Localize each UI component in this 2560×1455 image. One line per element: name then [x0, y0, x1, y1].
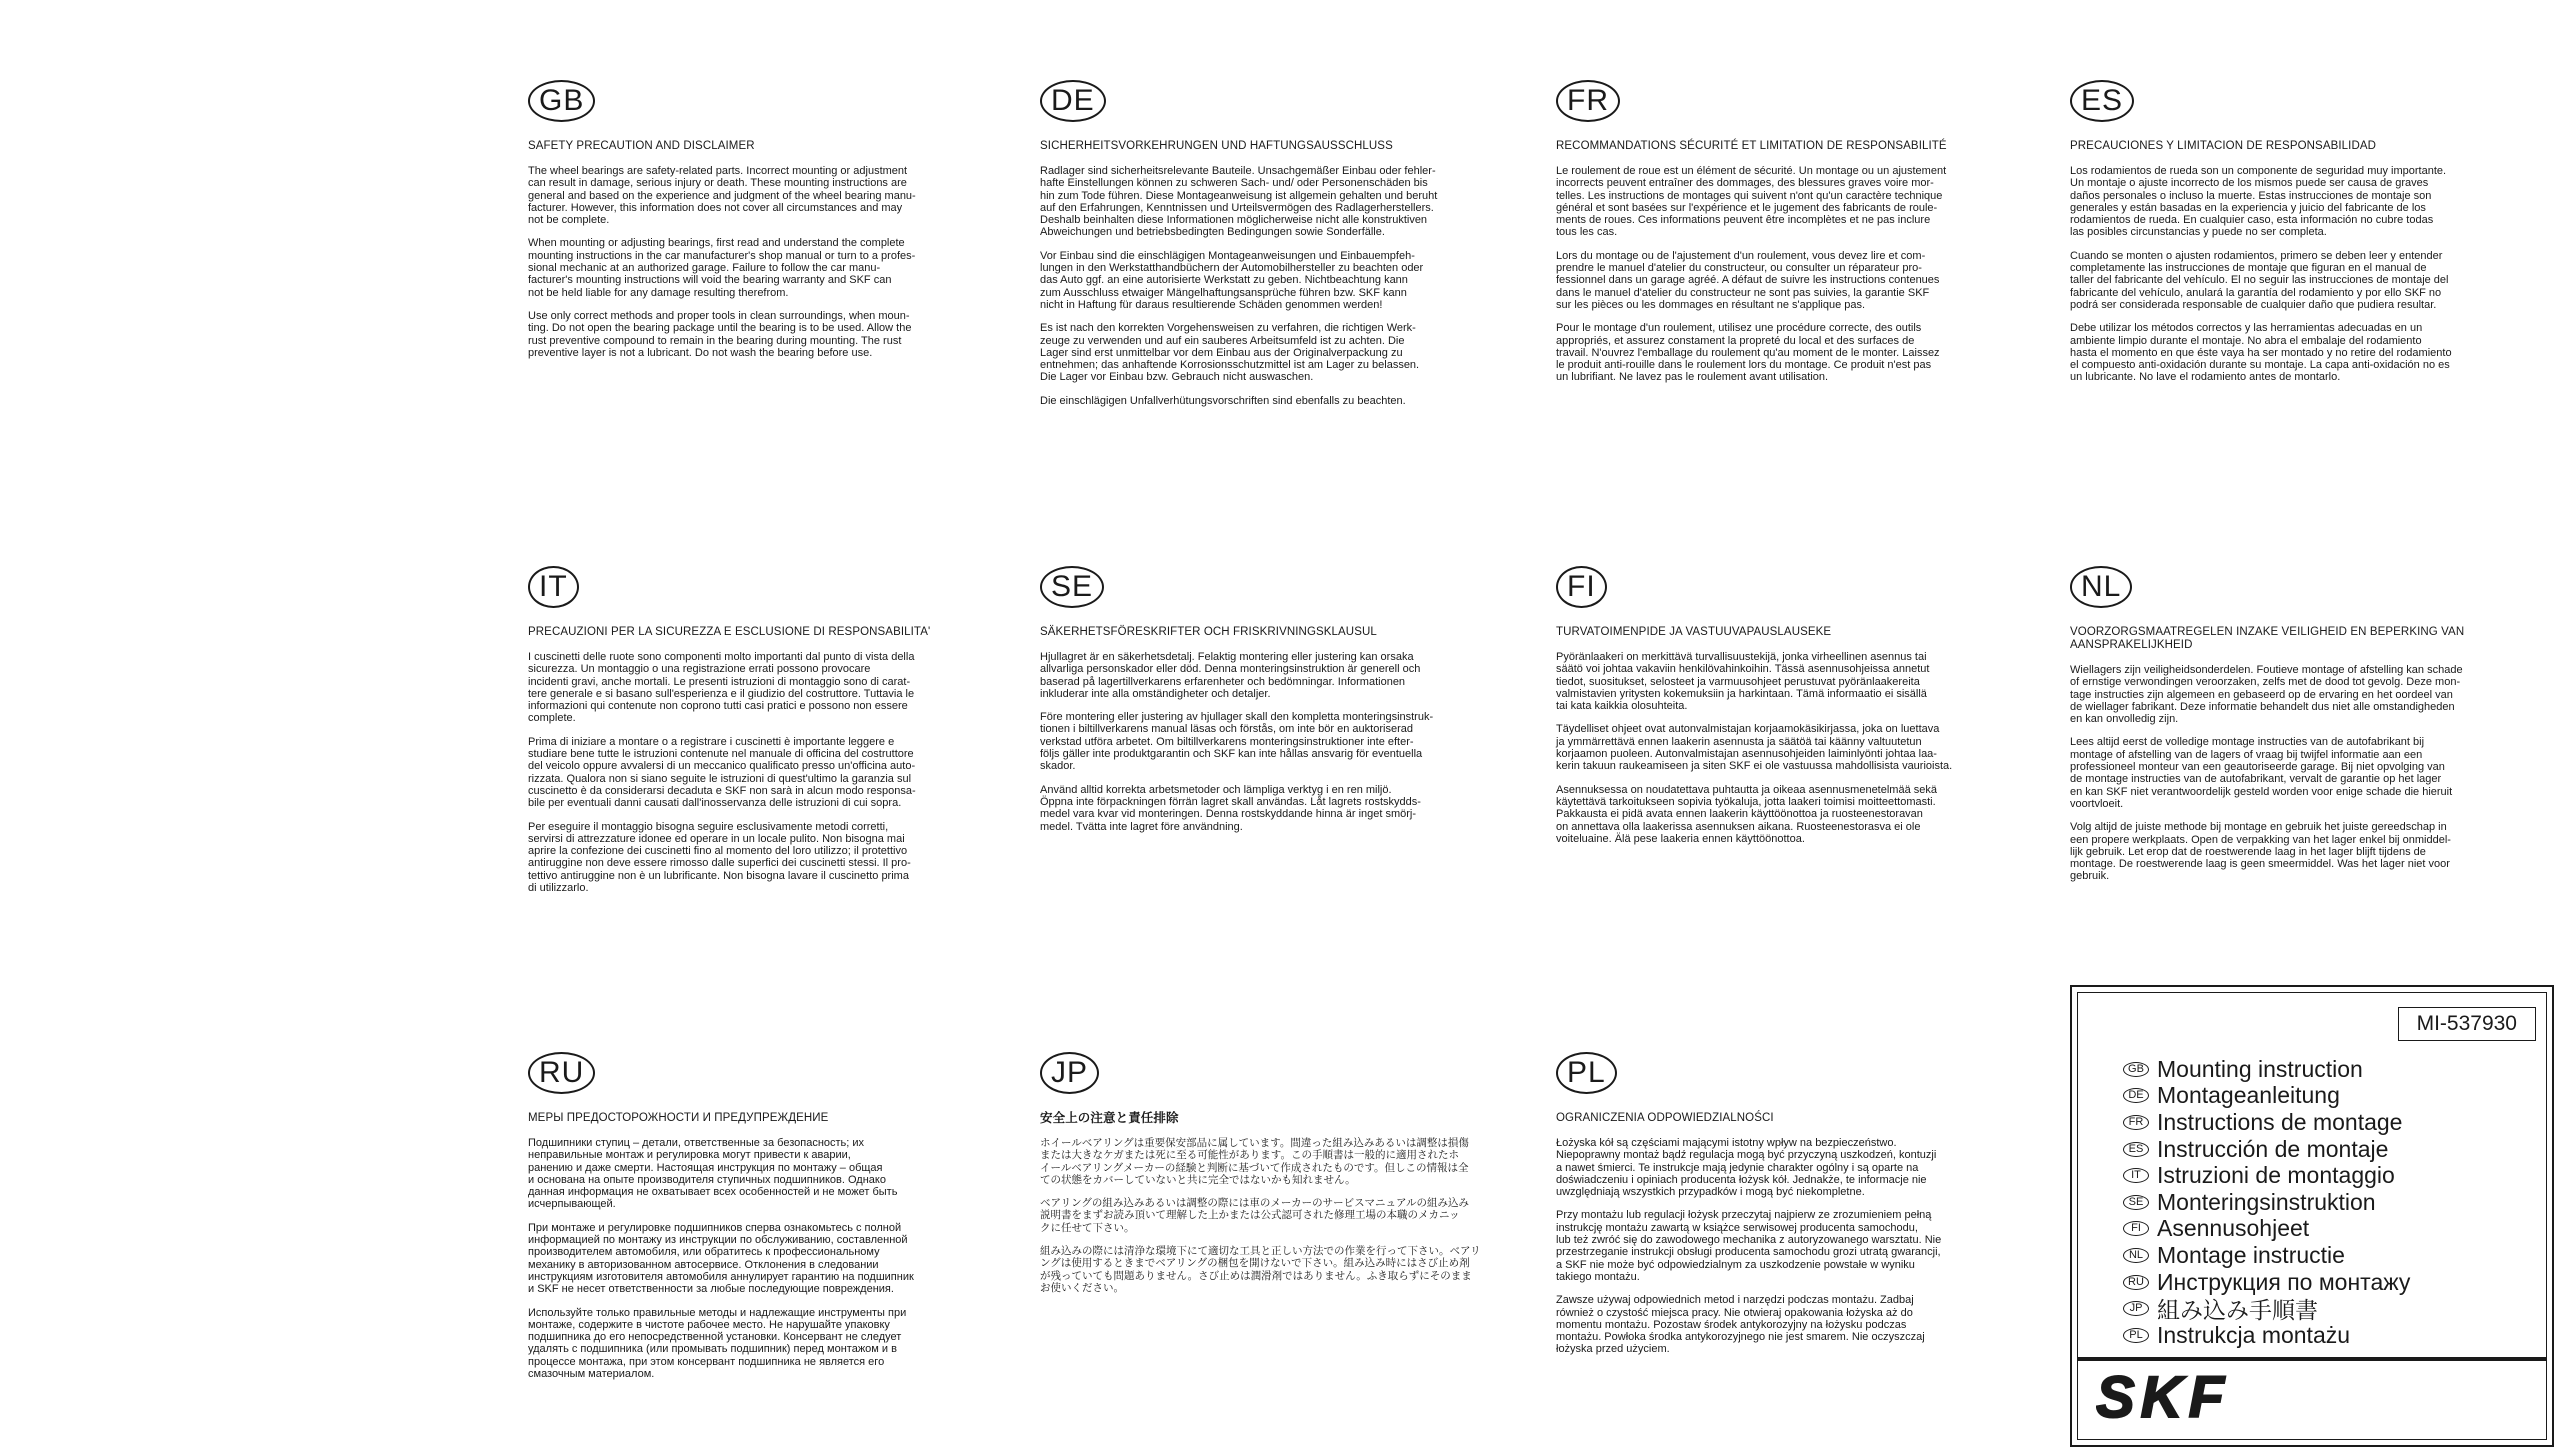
info-box-inner [2077, 992, 2547, 1440]
paragraph: Hjullagret är en säkerhetsdetalj. Felaktig montering eller justering kan orsaka allvarliga personskador eller död. Denna monteringsinstruktion är generell och baserad på lagertillverkarens erfarenheter och bedömningar. Informationen inkluderar inte alla omständigheter och detaljer. [1040, 651, 1421, 700]
logo-band [2078, 1357, 2546, 1439]
section-title: 安全上の注意と責任排除 [1040, 1111, 1179, 1125]
skf-logo-text: SKF [2096, 1371, 2230, 1423]
paragraph: Debe utilizar los métodos correctos y las herramientas adecuadas en un ambiente limpio durante el montaje. No abra el embalaje del rodamiento hasta el momento en que éste vaya ha ser montado y no retire del rodamiento el compuesto anti-oxidación durante su montaje. La capa anti-oxidación no es un lubricante. No lave el rodamiento antes de montarlo. [2070, 322, 2452, 384]
paragraph: Le roulement de roue est un élément de sécurité. Un montage ou un ajustement incorrects peuvent entraîner des dommages, des blessures graves voire mor- telles. Les instructions de montages qui suivent n'ont qu'un caractère technique général et sont basées sur l'expérience et le jugement des fabricants de roule- ments de roues. Ces informations peuvent être incomplètes et ne pas inclure tous les cas. [1556, 165, 1947, 239]
language-code-badge: FR [2123, 1115, 2149, 1130]
language-item [2123, 1083, 2410, 1110]
section-title: SICHERHEITSVORKEHRUNGEN UND HAFTUNGSAUSSCHLUSS [1040, 140, 1393, 152]
paragraph: Use only correct methods and proper tools in clean surroundings, when moun- ting. Do not open the bearing package until the bearing is to be used. Allow the rust preventive compound to remain in the bearing during mounting. The rust preventive layer is not a lubricant. Do not wash the bearing before use. [528, 309, 912, 359]
language-label: Asennusohjeet [2157, 1215, 2310, 1242]
paragraph: Zawsze używaj odpowiednich metod i narzędzi podczas montażu. Zadbaj również o czystość miejsca pracy. Nie otwieraj opakowania łożyska aż do momentu montażu. Pozostaw środek antykorozyjny na łożysku podczas montażu. Powłoka środka antykorozyjnego nie jest smarem. Nie oczyszczaj łożyska przed użyciem. [1556, 1294, 1925, 1356]
language-code-badge: FI [2123, 1221, 2149, 1236]
section-fi [1556, 566, 2036, 845]
language-code-badge: SE [2123, 1195, 2149, 1210]
section-jp [1040, 1052, 1530, 1294]
language-label: 組み込み手順書 [2157, 1297, 2318, 1324]
language-item [2123, 1056, 2410, 1083]
section-it [528, 566, 1008, 894]
paragraph: Asennuksessa on noudatettava puhtautta ja oikeaa asennusmenetelmää sekä käytettävä tarkoitukseen sopivia työkaluja, jotta laakeri toimisi moitteettomasti. Pakkausta ei pidä avata ennen laakerin käyttöönottoa ja ruosteenestoravan on annettava olla laakerissa asennuksen aikana. Ruosteenestorasva ei ole voiteluaine. Älä pese laakeria ennen käyttöönottoa. [1556, 783, 1937, 845]
paragraph: Los rodamientos de rueda son un componente de seguridad muy importante. Un montaje o ajuste incorrecto de los mismos puede ser causa de graves daños personales o incluso la muerte. Estas instrucciones de montaje son generales y están basadas en la experiencia y juicio del fabricante de los rodamientos de rueda. En cualquier caso, esta información no cubre todas las posibles circunstancias y puede no ser completa. [2070, 165, 2447, 239]
language-code-badge: ES [2123, 1142, 2149, 1157]
language-badge: RU [528, 1052, 595, 1094]
language-code-badge: DE [2123, 1088, 2149, 1103]
language-code-badge: GB [2123, 1062, 2149, 1077]
section-nl [2070, 566, 2555, 883]
paragraph: Pyöränlaakeri on merkittävä turvallisuustekijä, jonka virheellinen asennus tai säätö voi johtaa vakaviin henkilövahinkoihin. Tässä asennusohjeissa annetut tiedot, suositukset, selosteet ja varmuusohjeet perustuvat pyöränlaakereita valmistavien yritysten kokemuksiin ja harkintaan. Tämä informaatio ei sisällä tai kata kaikkia olosuhteita. [1556, 651, 1930, 713]
language-badge: FI [1556, 566, 1607, 608]
language-badge: JP [1040, 1052, 1099, 1094]
paragraph: The wheel bearings are safety-related parts. Incorrect mounting or adjustment can result in damage, serious injury or death. These mounting instructions are general and based on the experience and judgment of the wheel bearing manu- facturer. However, this information does not cover all circumstances and may not be complete. [528, 165, 916, 227]
paragraph: ベアリングの組み込みあるいは調整の際には車のメーカーのサービスマニュアルの組み込み 説明書をまずお読み頂いて理解した上かまたは公式認可された修理工場の本職のメカニッ クに任せて下さい。 [1040, 1197, 1470, 1234]
section-title: PRECAUZIONI PER LA SICUREZZA E ESCLUSIONE DI RESPONSABILITA' [528, 626, 931, 638]
paragraph: Prima di iniziare a montare o a registrare i cuscinetti è importante leggere e studiare bene tutte le istruzioni contenute nel manuale di officina del costruttore del veicolo oppure avvalersi di un meccanico qualificato presso un'officina auto- rizzata. Qualora non si siano seguite le istruzioni di quest'ultimo la garanzia sul cuscinetto è da considerarsi decaduta e SKF non sarà in alcun modo responsa- bile per eventuali danni causati dall'inosservanza delle istruzioni di cui sopra. [528, 735, 916, 810]
paragraph: Använd alltid korrekta arbetsmetoder och lämpliga verktyg i en ren miljö. Öppna inte förpackningen förrän lagret skall användas. Låt lagrets rostskydds- medel vara kvar vid monteringen. Denna rostskyddande hinna är inget smörj- medel. Tvätta inte lagret före användning. [1040, 783, 1421, 833]
language-code-badge: IT [2123, 1168, 2149, 1183]
language-label: Istruzioni de montaggio [2157, 1162, 2395, 1189]
section-pl [1556, 1052, 2036, 1356]
paragraph: Es ist nach den korrekten Vorgehensweisen zu verfahren, die richtigen Werk- zeuge zu verwenden und auf ein sauberes Arbeitsumfeld ist zu achten. Die Lager sind erst unmittelbar vor dem Einbau aus der Originalverpackung zu entnehmen; das anhaftende Korrosionsschutzmittel ist am Lager zu belassen. Die Lager vor Einbau bzw. Gebrauch nicht auswaschen. [1040, 322, 1420, 384]
paragraph: Radlager sind sicherheitsrelevante Bauteile. Unsachgemäßer Einbau oder fehler- hafte Einstellungen können zu schweren Sach- und/ oder Personenschäden bis hin zum Tode führen. Diese Montageanweisung ist allgemein gehalten und beruht auf den Erfahrungen, Kenntnissen und Urteilsvermögen des Radlagerherstellers. Deshalb beinhalten diese Informationen möglicherweise nicht alle konstruktiven Abweichungen und betriebsbedingten Bedingungen sowie Sonderfälle. [1040, 165, 1438, 239]
language-code-badge: RU [2123, 1275, 2149, 1290]
language-badge: IT [528, 566, 579, 608]
language-label: Instructions de montage [2157, 1108, 2403, 1135]
paragraph: Volg altijd de juiste methode bij montage en gebruik het juiste gereedschap in een propere werkplaats. Open de verpakking van het lager enkel bij onmiddel- lijk gebruik. Let erop dat de roestwerende laag in het lager blijft tijdens de montage. De roestwerende laag is geen smeermiddel. Was het lager niet voor gebruik. [2070, 821, 2451, 883]
language-item [2123, 1162, 2410, 1189]
section-es [2070, 80, 2550, 384]
language-badge: DE [1040, 80, 1106, 122]
language-badge: GB [528, 80, 595, 122]
paragraph: Lees altijd eerst de volledige montage instructies van de autofabrikant bij montage of afstelling van de lagers of vraag bij twijfel informatie aan een professioneel monteur van een geautoriseerde garage. Bij niet opvolging van de montage instructies van de autofabrikant, vervalt de garantie op het lager en kan SKF niet verantwoordelijk gesteld worden voor enige schade die hieruit voortvloeit. [2070, 736, 2453, 810]
language-code-badge: PL [2123, 1328, 2149, 1343]
section-fr [1556, 80, 1976, 384]
paragraph: Lors du montage ou de l'ajustement d'un roulement, vous devez lire et com- prendre le manuel d'atelier du constructeur, ou consulter un réparateur pro- fessionnel dans un garage agréé. A défaut de suivre les instructions contenues dans le manuel d'atelier du constructeur ne sont pas suivies, la garantie SKF sur les pièces ou les dommages en résultant ne s'applique pas. [1556, 249, 1940, 311]
section-title: SAFETY PRECAUTION AND DISCLAIMER [528, 140, 755, 152]
language-label: Montageanleitung [2157, 1082, 2340, 1109]
language-badge: SE [1040, 566, 1104, 608]
document-info-box [2070, 985, 2554, 1447]
paragraph: При монтаже и регулировке подшипников сперва ознакомьтесь с полной информацией по монтажу из инструкции по обслуживанию, составленной производителем автомобиля, или обратитесь к профессиональному механику в авторизованном автосервисе. Отклонения в следовании инструкциям изготовителя автомобиля аннулирует гарантию на подшипник и SKF не несет ответственности за любые последующие повреждения. [528, 1221, 914, 1296]
language-item [2123, 1322, 2410, 1349]
language-label: Инструкция по монтажу [2157, 1268, 2411, 1295]
document-number: MI-537930 [2398, 1007, 2536, 1041]
language-item [2123, 1242, 2410, 1269]
paragraph: Przy montażu lub regulacji łożysk przeczytaj najpierw ze zrozumieniem pełną instrukcję montażu zawartą w książce serwisowej producenta samochodu, lub też zwróć się do zawodowego mechanika z autoryzowanego warsztatu. Nie przestrzeganie instrukcji obsługi producenta samochodu grozi utratą gwarancji, a SKF nie może być odpowiedzialnym za uszkodzenie powstałe w wyniku takiego montażu. [1556, 1209, 1942, 1283]
language-item [2123, 1216, 2410, 1243]
paragraph: Cuando se monten o ajusten rodamientos, primero se deben leer y entender completamente las instrucciones de montaje que figuran en el manual de taller del fabricante del vehículo. El no seguir las instrucciones de montaje del fabricante del vehículo, anulará la garantía del rodamiento y por ello SKF no podrá ser considerada responsable de cualquier daño que pudiera resultar. [2070, 249, 2449, 311]
paragraph: Före montering eller justering av hjullager skall den kompletta monteringsinstruk- tionen i biltillverkarens manual läsas och förstås, om inte bör en auktoriserad verkstad utföra arbetet. Om biltillverkarens monteringsinstruktioner inte efter- följs gäller inte produktgarantin och SKF kan inte hållas ansvarig för eventuella skador. [1040, 711, 1434, 773]
section-title: SÄKERHETSFÖRESKRIFTER OCH FRISKRIVNINGSKLAUSUL [1040, 626, 1377, 638]
language-label: Mounting instruction [2157, 1055, 2363, 1082]
paragraph: Täydelliset ohjeet ovat autonvalmistajan korjaamokäsikirjassa, joka on luettava ja ymmärrettävä ennen laakerin asennusta ja säätöä tai käänny valtuutetun korjaamon puoleen. Autonvalmistajan asennusohjeiden laiminlyönti johtaa laa- kerin takuun raukeamiseen ja siten SKF ei ole vastuussa mahdollisista vaurioista. [1556, 723, 1953, 773]
language-list [2123, 1056, 2410, 1349]
language-item [2123, 1136, 2410, 1163]
paragraph: Per eseguire il montaggio bisogna seguire esclusivamente metodi corretti, servirsi di attrezzature idonee ed operare in un locale pulito. Non bisogna mai aprire la confezione dei cuscinetti fino al momento del loro utilizzo; il protettivo antiruggine non deve essere rimosso dalle superfici dei cuscinetti stessi. Il pro- tettivo antiruggine non è un lubrificante. Non bisogna lavare il cuscinetto prima di utilizzarlo. [528, 820, 911, 895]
paragraph: When mounting or adjusting bearings, first read and understand the complete mounting instructions in the car manufacturer's shop manual or turn to a profes- sional mechanic at an authorized garage. Failure to follow the car manu- facturer's mounting instructions will void the bearing warranty and SKF can not be held liable for any damage resulting therefrom. [528, 237, 916, 299]
section-de [1040, 80, 1460, 407]
language-badge: ES [2070, 80, 2134, 122]
language-badge: FR [1556, 80, 1620, 122]
section-ru [528, 1052, 1008, 1380]
paragraph: Используйте только правильные методы и надлежащие инструменты при монтаже, содержите в чистоте рабочее место. Не нарушайте упаковку подшипника до его непосредственной установки. Консервант не следует удалять с подшипника (или промывать подшипник) перед монтажом и в процессе монтажа, при этом консервант подшипника не является его смазочным материалом. [528, 1306, 907, 1381]
paragraph: I cuscinetti delle ruote sono componenti molto importanti dal punto di vista della sicurezza. Un montaggio o una registrazione errati possono provocare incidenti gravi, anche mortali. Le presenti istruzioni di montaggio sono di carat- tere generale e si basano sull'esperienza e il giudizio del costruttore. Tuttavia le informazioni qui contenute non coprono tutti casi pratici e possono non essere complete. [528, 651, 915, 725]
language-badge: NL [2070, 566, 2132, 608]
language-item [2123, 1109, 2410, 1136]
section-se [1040, 566, 1520, 833]
language-item [2123, 1295, 2410, 1322]
section-title: OGRANICZENIA ODPOWIEDZIALNOŚCI [1556, 1112, 1774, 1124]
paragraph: Łożyska kół są częściami mającymi istotny wpływ na bezpieczeństwo. Niepoprawny montaż bądź regulacja mogą być przyczyną uszkodzeń, kontuzji a nawet śmierci. Te instrukcje mają jedynie charakter ogólny i są oparte na doświadczeniu i opiniach producenta łożysk kół. Jednakże, te informacje nie uwzględniają wszystkich przypadków i mogą być niekompletne. [1556, 1137, 1937, 1199]
language-item [2123, 1189, 2410, 1216]
paragraph: Die einschlägigen Unfallverhütungsvorschriften sind ebenfalls zu beachten. [1040, 394, 1406, 407]
language-label: Instrucción de montaje [2157, 1135, 2389, 1162]
section-title: PRECAUCIONES Y LIMITACION DE RESPONSABILIDAD [2070, 140, 2377, 152]
language-code-badge: JP [2123, 1301, 2149, 1316]
language-label: Instrukcja montażu [2157, 1321, 2351, 1348]
section-title: TURVATOIMENPIDE JA VASTUUVAPAUSLAUSEKE [1556, 626, 1832, 638]
section-title: МЕРЫ ПРЕДОСТОРОЖНОСТИ И ПРЕДУПРЕЖДЕНИЕ [528, 1112, 829, 1124]
paragraph: Pour le montage d'un roulement, utilisez une procédure correcte, des outils appropriés, et assurez constament la propreté du local et des surfaces de travail. N'ouvrez l'emballage du roulement qu'au moment de le monter. Laissez le produit anti-rouille dans le roulement lors du montage. Ce produit n'est pas un lubrifiant. Ne lavez pas le roulement avant utilisation. [1556, 322, 1940, 384]
paragraph: Vor Einbau sind die einschlägigen Montageanweisungen und Einbauempfeh- lungen in den Werkstatthandbüchern der Automobilhersteller zu beachten oder das Auto ggf. an eine autorisierte Werkstatt zu geben. Nichtbeachtung kann zum Ausschluss etwaiger Mängelhaftungsansprüche führen bzw. SKF kann nicht in Haftung für daraus resultierende Schäden genommen werden! [1040, 249, 1424, 311]
language-label: Montage instructie [2157, 1241, 2345, 1268]
language-label: Monteringsinstruktion [2157, 1188, 2376, 1215]
paragraph: 組み込みの際には清浄な環境下にて適切な工具と正しい方法での作業を行って下さい。ベアリ ングは使用するときまでベアリングの梱包を開けないで下さい。組み込み時にはさび止め剤 が残っていても問題ありません。さび止めは潤滑剤ではありません。ふき取らずにそのまま お使いください。 [1040, 1245, 1481, 1294]
paragraph: Wiellagers zijn veiligheidsonderdelen. Foutieve montage of afstelling kan schade of ernstige verwondingen veroorzaken, zelfs met de dood tot gevolg. Deze mon- tage instructies zijn algemeen en gebaseerd op de ervaring en het oordeel van de wiellager fabrikant. Deze informatie behandelt dus niet alle omstandigheden en kan onvolledig zijn. [2070, 664, 2463, 726]
language-code-badge: NL [2123, 1248, 2149, 1263]
section-title: RECOMMANDATIONS SÉCURITÉ ET LIMITATION DE RESPONSABILITÉ [1556, 140, 1947, 152]
paragraph: Подшипники ступиц – детали, ответственные за безопасность; их неправильные монтаж и регулировка могут привести к аварии, ранению и даже смерти. Настоящая инструкция по монтажу – общая и основана на опыте производителя ступичных подшипников. Однако данная информация не охватывает всех особенностей и не может быть исчерпывающей. [528, 1137, 898, 1211]
section-title: VOORZORGSMAATREGELEN INZAKE VEILIGHEID EN BEPERKING VAN AANSPRAKELIJKHEID [2070, 626, 2465, 651]
language-badge: PL [1556, 1052, 1617, 1094]
paragraph: ホイールベアリングは重要保安部品に属しています。間違った組み込みあるいは調整は損傷 または大きなケガまたは死に至る可能性があります。この手順書は一般的に適用されたホ イールベアリングメーカーの経験と判断に基づいて作成されたものです。但しこの情報は全 ての状態をカバーしていないと共に完全ではないかも知れません。 [1040, 1137, 1469, 1186]
section-gb [528, 80, 948, 359]
skf-logo [2096, 1371, 2306, 1423]
